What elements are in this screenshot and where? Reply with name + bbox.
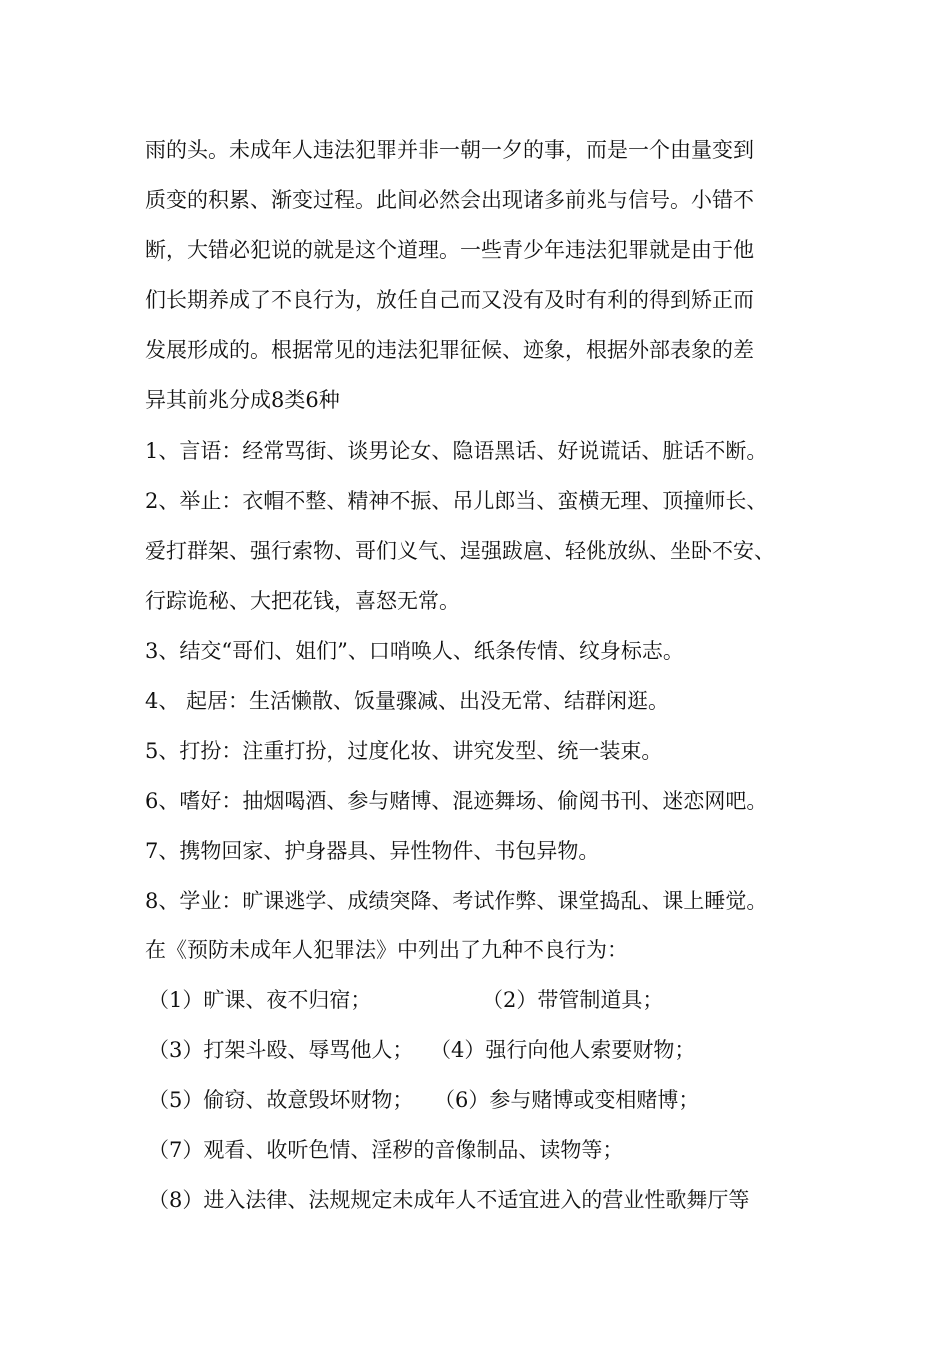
behavior-item: （5）偷窃、故意毁坏财物； [148,1088,414,1112]
sign-item-studies: 8、学业：旷课逃学、成绩突降、考试作弊、课堂捣乱、课上睡觉。 [145,889,768,913]
sign-item-behavior: 2、举止：衣帽不整、精神不振、吊儿郎当、蛮横无理、顶撞师长、 [145,489,768,513]
sign-item-belongings: 7、携物回家、护身器具、异性物件、书包异物。 [145,839,600,863]
paragraph-line: 质变的积累、渐变过程。此间必然会出现诸多前兆与信号。小错不 [145,188,754,212]
behavior-item: （2）带管制道具； [482,988,664,1012]
behavior-item: （4）强行向他人索要财物； [430,1038,696,1062]
law-intro: 在《预防未成年人犯罪法》中列出了九种不良行为： [145,938,628,962]
sign-item-lifestyle: 4、 起居：生活懒散、饭量骤减、出没无常、结群闲逛。 [145,689,670,713]
paragraph-line: 断，大错必犯说的就是这个道理。一些青少年违法犯罪就是由于他 [145,238,754,262]
sign-item-behavior-cont: 行踪诡秘、大把花钱，喜怒无常。 [145,589,460,613]
behavior-item: （3）打架斗殴、辱骂他人； [148,1038,414,1062]
sign-item-appearance: 5、打扮：注重打扮，过度化妆、讲究发型、统一装束。 [145,739,663,763]
sign-item-hobbies: 6、嗜好：抽烟喝酒、参与赌博、混迹舞场、偷阅书刊、迷恋网吧。 [145,789,768,813]
paragraph-line: 异其前兆分成8类6种 [145,388,340,412]
sign-item-speech: 1、言语：经常骂街、谈男论女、隐语黑话、好说谎话、脏话不断。 [145,439,768,463]
paragraph-line: 们长期养成了不良行为，放任自己而又没有及时有利的得到矫正而 [145,288,754,312]
behavior-item: （1）旷课、夜不归宿； [148,988,372,1012]
sign-item-friends: 3、结交“哥们、姐们”、口哨唤人、纸条传情、纹身标志。 [145,639,684,663]
behavior-item: （7）观看、收听色情、淫秽的音像制品、读物等； [148,1138,624,1162]
paragraph-line: 雨的头。未成年人违法犯罪并非一朝一夕的事，而是一个由量变到 [145,138,754,162]
behavior-item: （6）参与赌博或变相赌博； [434,1088,700,1112]
sign-item-behavior-cont: 爱打群架、强行索物、哥们义气、逞强跋扈、轻佻放纵、坐卧不安、 [145,539,775,563]
behavior-item: （8）进入法律、法规规定未成年人不适宜进入的营业性歌舞厅等 [148,1188,750,1212]
paragraph-line: 发展形成的。根据常见的违法犯罪征候、迹象，根据外部表象的差 [145,338,754,362]
